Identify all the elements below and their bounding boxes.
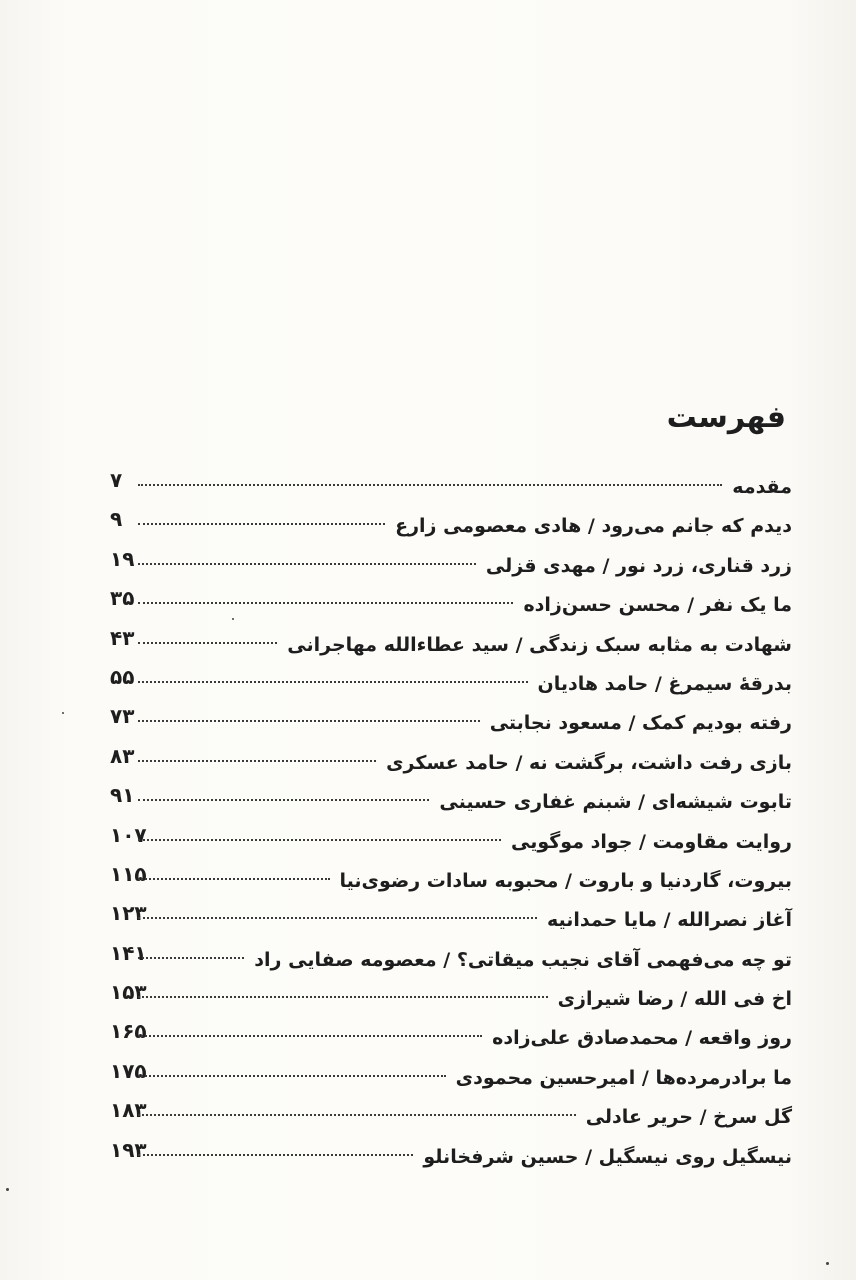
toc-entry: [110, 466, 792, 505]
toc-entry: [110, 663, 792, 702]
toc-entry-page-number: ۱۵۳: [110, 980, 147, 1005]
toc-entry-title: ما یک نفر / محسن حسن‌زاده: [523, 594, 792, 617]
toc-entry-title: شهادت به مثابه سبک زندگی / سید عطاءالله مهاجرانی: [287, 633, 792, 656]
toc-entry-title: آغاز نصرالله / مایا حمدانیه: [546, 909, 792, 932]
toc-entry-title: زرد قناری، زرد نور / مهدی قزلی: [485, 554, 792, 577]
toc-entry-page-number: ۳۵: [110, 586, 135, 611]
toc-entry: [110, 702, 792, 741]
toc-entry-title: بیروت، گاردنیا و باروت / محبوبه سادات رضوی‌نیا: [339, 869, 792, 892]
toc-entry-page-number: ۱۹: [110, 546, 135, 571]
toc-entry-page-number: ۹۱: [110, 783, 135, 808]
toc-entry-page-number: ۴۳: [110, 625, 135, 650]
toc-entry-page-number: ۷۳: [110, 704, 135, 729]
toc-entry-title: دیدم که جانم می‌رود / هادی معصومی زارع: [395, 515, 792, 538]
toc-entry-title: نیسگیل روی نیسگیل / حسین شرفخانلو: [423, 1145, 792, 1168]
dot-leader: [138, 878, 330, 880]
dot-leader: [138, 760, 376, 762]
dot-leader: [138, 957, 244, 959]
toc-entry-title: بازی رفت داشت، برگشت نه / حامد عسکری: [386, 751, 792, 774]
toc-entry: [110, 1096, 792, 1135]
toc-entry: [110, 505, 792, 544]
toc-title: فهرست: [666, 400, 786, 435]
toc-entry-title: بدرقهٔ سیمرغ / حامد هادیان: [537, 672, 792, 695]
toc-entry: [110, 821, 792, 860]
toc-entry-page-number: ۱۴۱: [110, 940, 147, 965]
toc-entry: [110, 978, 792, 1017]
dot-leader: [138, 839, 501, 841]
toc-entry-page-number: ۱۲۳: [110, 901, 147, 926]
toc-entry: [110, 939, 792, 978]
paper-speck: [826, 1262, 829, 1265]
toc-entry-page-number: ۱۸۳: [110, 1098, 147, 1123]
toc-entry: [110, 584, 792, 623]
toc-list: [110, 466, 792, 1175]
toc-entry-title: روایت مقاومت / جواد موگویی: [510, 830, 792, 853]
toc-entry-page-number: ۸۳: [110, 743, 135, 768]
paper-speck: [232, 618, 234, 620]
toc-entry: [110, 1017, 792, 1056]
toc-entry-title: مقدمه: [732, 476, 792, 498]
toc-entry-title: تو چه می‌فهمی آقای نجیب میقاتی؟ / معصومه صفایی راد: [254, 948, 792, 971]
dot-leader: [138, 602, 513, 604]
toc-entry-page-number: ۵۵: [110, 664, 135, 689]
dot-leader: [138, 1154, 413, 1156]
toc-entry-title: روز واقعه / محمدصادق علی‌زاده: [492, 1027, 792, 1050]
toc-entry: [110, 545, 792, 584]
dot-leader: [138, 681, 528, 683]
toc-entry-title: اخ فی الله / رضا شیرازی: [557, 988, 792, 1011]
dot-leader: [138, 523, 385, 525]
dot-leader: [138, 996, 548, 998]
toc-entry-title: گل سرخ / حریر عادلی: [585, 1106, 792, 1129]
toc-entry-page-number: ۱۰۷: [110, 822, 147, 847]
dot-leader: [138, 1114, 576, 1116]
dot-leader: [138, 642, 277, 644]
toc-entry: [110, 742, 792, 781]
paper-speck: [6, 1188, 9, 1191]
dot-leader: [138, 1035, 482, 1037]
toc-entry: [110, 624, 792, 663]
toc-entry-title: تابوت شیشه‌ای / شبنم غفاری حسینی: [439, 791, 792, 814]
toc-entry-page-number: ۱۷۵: [110, 1058, 147, 1083]
toc-entry-title: ما برادرمرده‌ها / امیرحسین محمودی: [455, 1066, 792, 1089]
paper-speck: [62, 712, 64, 714]
dot-leader: [138, 484, 722, 486]
toc-entry: [110, 860, 792, 899]
toc-entry: [110, 1057, 792, 1096]
toc-entry-page-number: ۷: [110, 468, 123, 492]
toc-entry-page-number: ۱۶۵: [110, 1019, 147, 1044]
dot-leader: [138, 917, 537, 919]
dot-leader: [138, 799, 429, 801]
toc-entry: [110, 1136, 792, 1175]
toc-entry-page-number: ۱۹۳: [110, 1137, 147, 1162]
dot-leader: [138, 1075, 446, 1077]
dot-leader: [138, 563, 476, 565]
toc-entry-page-number: ۹: [110, 507, 123, 532]
dot-leader: [138, 720, 480, 722]
toc-entry: [110, 781, 792, 820]
toc-entry-title: رفته بودیم کمک / مسعود نجابتی: [489, 712, 792, 735]
toc-entry: [110, 899, 792, 938]
toc-entry-page-number: ۱۱۵: [110, 861, 147, 886]
